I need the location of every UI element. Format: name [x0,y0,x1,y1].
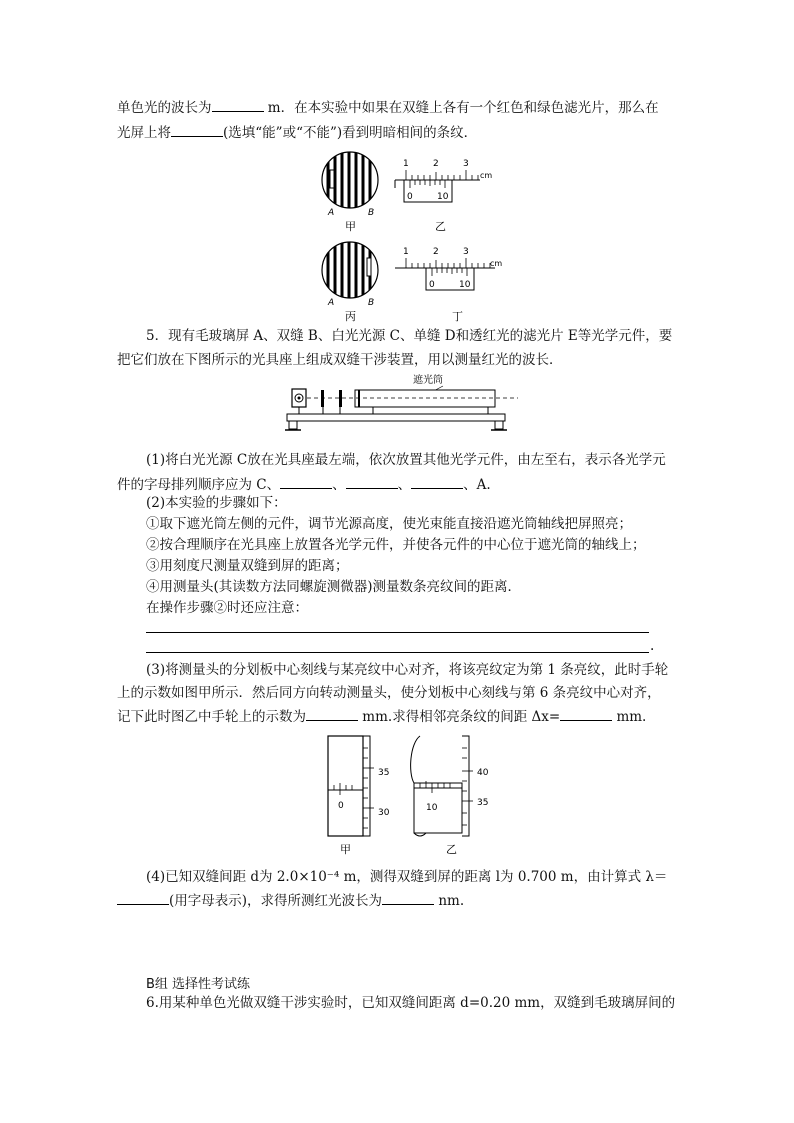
step-4: ④用测量头(其读数方法同螺旋测微器)测量数条亮纹间的距离． [146,579,522,595]
svg-text:3: 3 [463,159,469,169]
text-line [117,122,477,142]
section-b-title: B组 选择性考试练 [146,977,251,992]
answer-blank[interactable] [346,474,398,489]
text: (选填“能”或“不能”)看到明暗相间的条纹． [223,125,478,141]
label-ding: 丁 [452,310,463,323]
step-2: ②按合理顺序在光具座上放置各光学元件，并使各元件的中心位于遮光筒的轴线上； [146,537,646,553]
interference-figures [300,148,510,323]
text: m．在本实验中如果在双缝上各有一个红色和绿色滤光片，那么在 [267,100,659,116]
bench-label: 遮光筒 [413,375,443,386]
svg-text:cm: cm [490,259,503,268]
answer-line[interactable] [146,652,649,653]
vernier-yi [395,159,492,202]
period: . [650,638,655,654]
svg-text:10: 10 [426,803,438,813]
svg-text:1: 1 [403,159,409,169]
svg-text:3: 3 [463,247,469,257]
text: 光屏上将 [117,125,171,141]
svg-text:40: 40 [477,768,489,778]
q5-part4-a: (4)已知双缝间距 d为 2.0×10⁻⁴ m，测得双缝到屏的距离 l为 0.700 m，由计算式 λ＝ [146,869,668,885]
q6-line: 6.用某种单色光做双缝干涉实验时，已知双缝间距离 d=0.20 mm，双缝到毛玻璃屏间的 [146,995,676,1011]
q5-part3-a: (3)将测量头的分划板中心刻线与某亮纹中心对齐，将该亮纹定为第 1 条亮纹，此时手轮 [146,662,669,678]
step-1: ①取下遮光筒左侧的元件，调节光源高度，使光束能直接沿遮光筒轴线把屏照亮； [146,516,632,532]
svg-text:1: 1 [403,247,409,257]
answer-line[interactable] [146,632,649,633]
optical-bench-diagram [283,372,528,442]
label-bing: 丙 [345,310,356,323]
q5-part4-b: (用字母表示)，求得所测红光波长为 nm. [117,890,464,910]
label-yi: 乙 [435,220,446,233]
answer-blank[interactable] [171,122,223,137]
label-A: A [328,208,335,218]
svg-text:cm: cm [480,171,493,180]
svg-text:10: 10 [459,280,471,290]
answer-blank[interactable] [306,706,358,721]
text: 单色光的波长为 [117,100,212,116]
answer-blank[interactable] [280,474,332,489]
label-jia: 甲 [340,843,351,856]
vernier-ding [395,247,502,290]
svg-text:B: B [368,298,375,308]
step-3: ③用刻度尺测量双缝到屏的距离； [146,558,349,574]
q5-intro-2: 把它们放在下图所示的光具座上组成双缝干涉装置，用以测量红光的波长． [117,352,563,368]
answer-blank[interactable] [382,890,434,905]
text-line [117,97,659,117]
svg-text:35: 35 [378,768,390,778]
micrometer-figures [322,733,502,858]
answer-blank[interactable] [117,890,169,905]
q5-part2: (2)本实验的步骤如下： [146,495,287,511]
label-jia: 甲 [345,220,356,233]
q5-part3-b: 上的示数如图甲所示．然后同方向转动测量头，使分划板中心刻线与第 6 条亮纹中心对齐， [117,685,661,701]
svg-text:2: 2 [433,247,439,257]
q5-part3-c: 记下此时图乙中手轮上的示数为 mm.求得相邻亮条纹的间距 Δx= mm. [117,706,646,726]
label-yi: 乙 [446,843,457,856]
q5-intro-1: 5．现有毛玻璃屏 A、双缝 B、白光光源 C、单缝 D和透红光的滤光片 E等光学元件，要 [146,328,673,344]
q5-part1-a: (1)将白光光源 C放在光具座最左端，依次放置其他光学元件，由左至右，表示各光学元 [146,452,666,468]
svg-text:30: 30 [378,808,390,818]
svg-text:2: 2 [433,159,439,169]
q5-part1-b: 件的字母排列顺序应为 C、 、 、 、A. [117,474,491,494]
svg-text:0: 0 [429,280,435,290]
svg-text:0: 0 [338,801,344,811]
answer-blank[interactable] [212,97,264,112]
note-prompt: 在操作步骤②时还应注意： [146,600,308,616]
svg-text:A: A [328,298,335,308]
svg-text:35: 35 [477,798,489,808]
svg-text:0: 0 [407,192,413,202]
answer-blank[interactable] [411,474,463,489]
label-B: B [368,208,375,218]
svg-text:10: 10 [437,192,449,202]
answer-blank[interactable] [560,706,612,721]
